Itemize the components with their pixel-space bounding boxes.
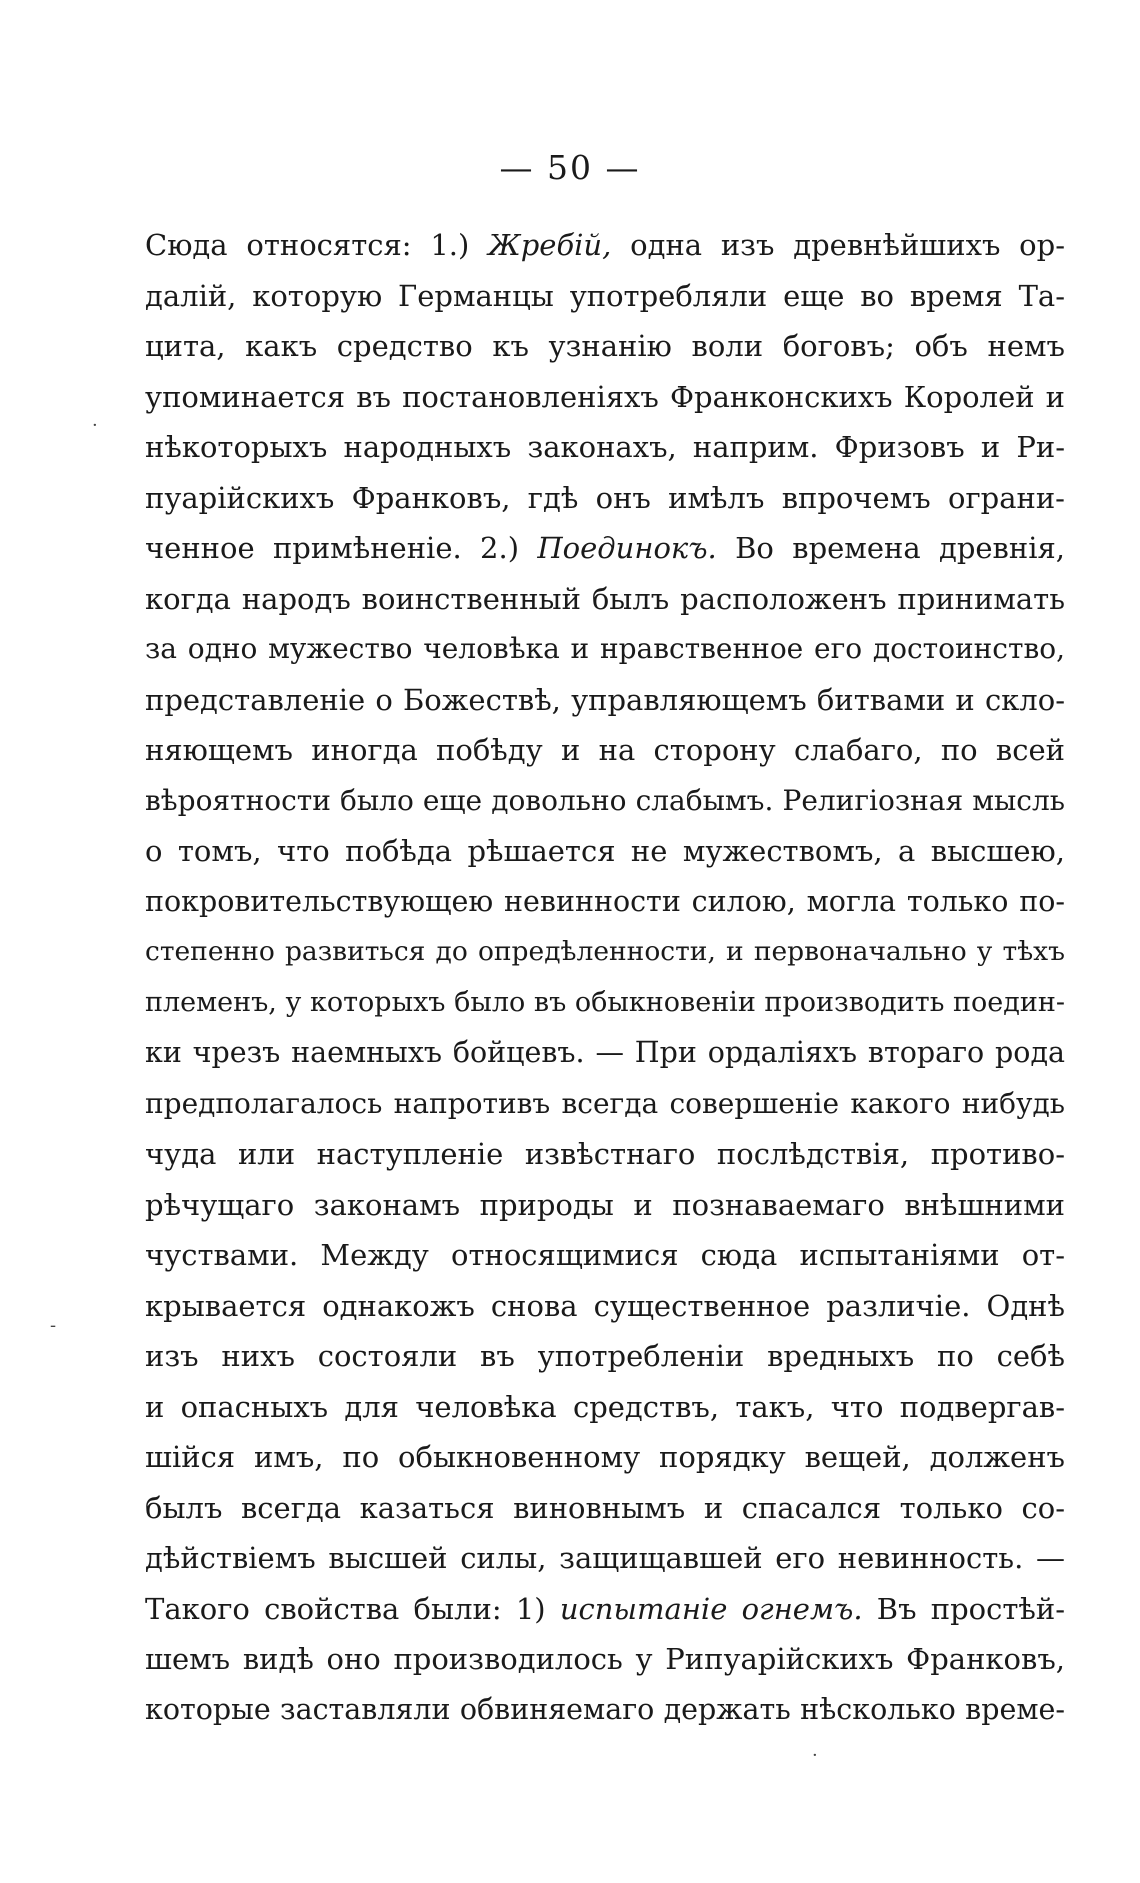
text-segment: далій, которую Германцы употребляли еще во время Та- [145, 278, 1065, 313]
text-segment: ки чрезъ наемныхъ бойцевъ. — При ордаліяхъ втораго рода [145, 1036, 1065, 1069]
text-line [145, 1432, 1065, 1483]
text-line [145, 1685, 1065, 1736]
italic-term: Жребій, [488, 228, 612, 262]
text-segment: которые заставляли обвиняемаго держать нѣсколько време- [145, 1692, 1065, 1726]
text-segment: рѣчущаго законамъ природы и познаваемаго внѣшними [145, 1187, 1065, 1222]
italic-term: Поединокъ. [537, 531, 717, 565]
text-segment: шійся имъ, по обыкновенному порядку вещей, долженъ [145, 1440, 1065, 1474]
text-segment: вѣроятности было еще довольно слабымъ. Религіозная мысль [145, 783, 1065, 817]
text-line [145, 1634, 1065, 1685]
text-segment: когда народъ воинственный былъ расположенъ принимать [145, 581, 1065, 616]
text-segment: покровительствующею невинности силою, могла только по- [145, 884, 1065, 918]
text-line [145, 725, 1065, 776]
text-line [145, 271, 1065, 322]
page-number: — 50 — [499, 148, 641, 187]
text-line [145, 1180, 1065, 1231]
text-line [145, 675, 1065, 726]
text-segment: нѣкоторыхъ народныхъ законахъ, наприм. Фризовъ и Ри- [145, 430, 1065, 464]
text-line [145, 826, 1065, 877]
text-line [145, 372, 1065, 423]
text-line [145, 624, 1065, 675]
text-segment: упоминается въ постановленіяхъ Франконскихъ Королей и [145, 379, 1065, 414]
text-segment: шемъ видѣ оно производилось у Рипуарійскихъ Франковъ, [145, 1642, 1065, 1676]
text-line [145, 321, 1065, 372]
text-segment: няющемъ иногда побѣду и на сторону слабаго, по всей [145, 733, 1065, 767]
text-line [145, 220, 1065, 271]
scan-speck: · [812, 1745, 818, 1766]
text-line [145, 574, 1065, 625]
text-segment: Такого свойства были: 1) [145, 1591, 560, 1626]
text-segment: племенъ, у которыхъ было въ обыкновеніи производить поедин- [145, 986, 1065, 1018]
text-line [145, 1483, 1065, 1534]
text-segment: Въ простѣй- [862, 1591, 1065, 1626]
body-text [145, 220, 1065, 1735]
text-line [145, 1533, 1065, 1584]
text-line [145, 1028, 1065, 1079]
text-line [145, 927, 1065, 978]
text-segment: степенно развиться до опредѣленности, и первоначально у тѣхъ [145, 936, 1065, 967]
text-line [145, 1584, 1065, 1635]
text-line [145, 1281, 1065, 1332]
text-segment: ченное примѣненіе. 2.) [145, 531, 538, 565]
scan-speck: - [50, 1315, 57, 1336]
text-line [145, 1230, 1065, 1281]
text-segment: изъ нихъ состояли въ употребленіи вредныхъ по себѣ [145, 1339, 1065, 1373]
text-segment: предполагалось напротивъ всегда совершеніе какого нибудь [145, 1086, 1065, 1120]
text-line [145, 422, 1065, 473]
text-segment: Во времена древнія, [716, 531, 1065, 565]
text-line [145, 1129, 1065, 1180]
text-segment: одна изъ древнѣйшихъ ор- [611, 228, 1065, 262]
text-line [145, 877, 1065, 928]
text-segment: представленіе о Божествѣ, управляющемъ битвами и скло- [145, 682, 1065, 717]
text-line [145, 473, 1065, 524]
text-segment: Сюда относятся: 1.) [145, 228, 489, 262]
text-line [145, 978, 1065, 1029]
text-line [145, 1382, 1065, 1433]
text-segment: пуарійскихъ Франковъ, гдѣ онъ имѣлъ впрочемъ ограни- [145, 480, 1065, 515]
text-line [145, 1079, 1065, 1130]
text-segment: цита, какъ средство къ узнанію воли боговъ; объ немъ [145, 329, 1065, 363]
italic-term: испытаніе огнемъ. [559, 1591, 863, 1626]
text-line [145, 523, 1065, 574]
text-segment: и опасныхъ для человѣка средствъ, такъ, что подвергав- [145, 1389, 1065, 1424]
text-line [145, 1331, 1065, 1382]
text-line [145, 776, 1065, 827]
text-segment: чуда или наступленіе извѣстнаго послѣдствія, противо- [145, 1137, 1065, 1171]
text-segment: чуствами. Между относящимися сюда испытаніями от- [145, 1238, 1065, 1272]
scan-speck: · [92, 415, 98, 436]
text-segment: за одно мужество человѣка и нравственное его достоинство, [145, 632, 1065, 665]
text-segment: о томъ, что побѣда рѣшается не мужествомъ, а высшею, [145, 834, 1065, 868]
text-segment: крывается однакожъ снова существенное различіе. Однѣ [145, 1288, 1065, 1323]
text-segment: дѣйствіемъ высшей силы, защищавшей его невинность. — [145, 1541, 1065, 1575]
text-segment: былъ всегда казаться виновнымъ и спасался только со- [145, 1490, 1065, 1525]
